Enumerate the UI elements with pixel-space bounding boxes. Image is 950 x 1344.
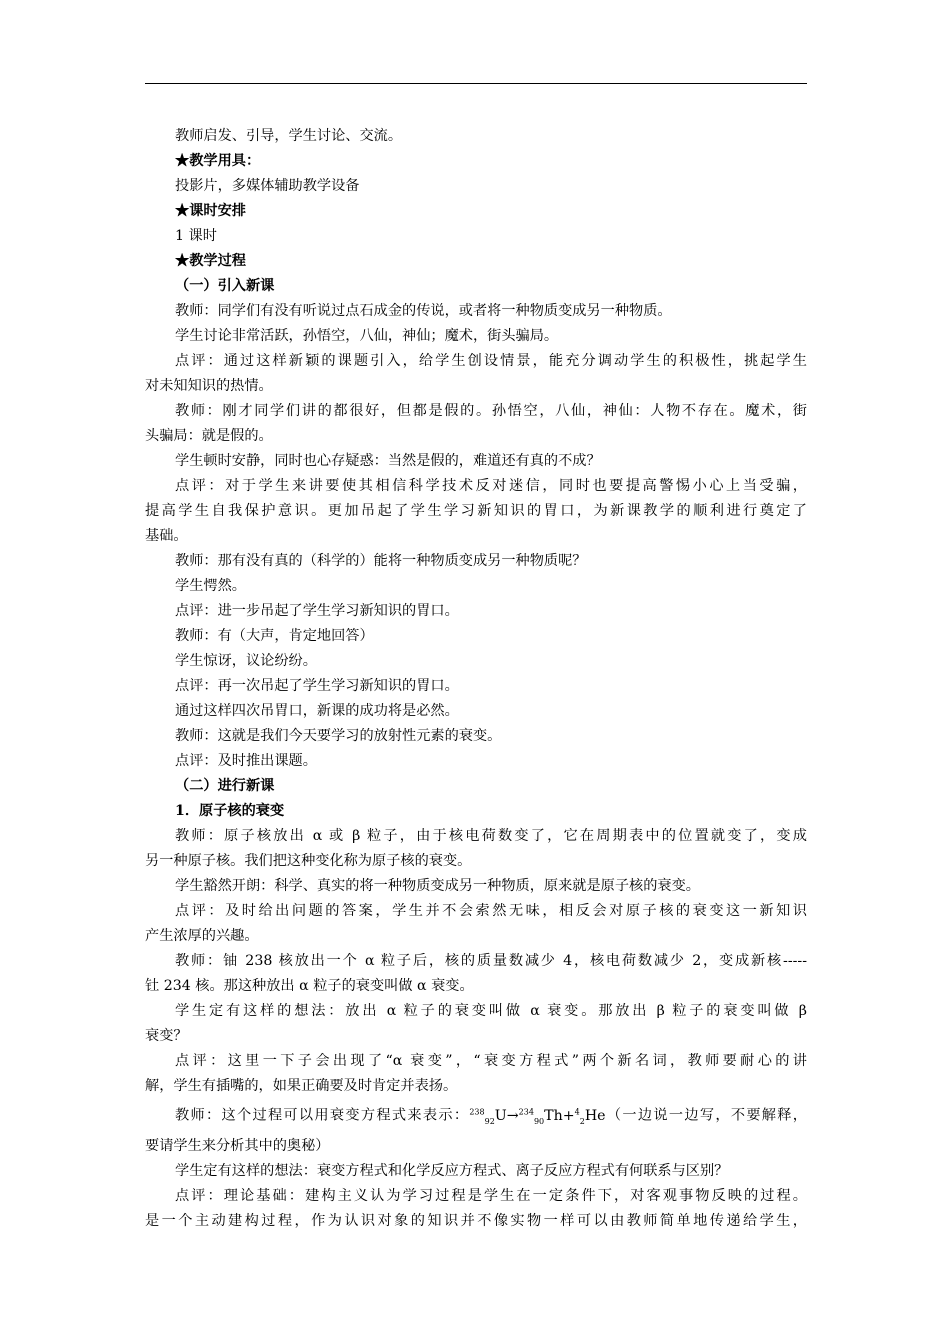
paragraph-line: 学生豁然开朗：科学、真实的将一种物质变成另一种物质，原来就是原子核的衰变。 xyxy=(175,878,700,894)
paragraph-line: 学生讨论非常活跃，孙悟空，八仙，神仙；魔术，街头骗局。 xyxy=(175,328,559,344)
u-charge-number: 92 xyxy=(484,1116,495,1126)
paragraph-line: 学生定有这样的想法：放出 α 粒子的衰变叫做 α 衰变。那放出 β 粒子的衰变叫做 β xyxy=(175,1003,807,1019)
paragraph-line: 解，学生有插嘴的，如果正确要及时肯定并表扬。 xyxy=(145,1078,458,1094)
paragraph-line: 头骗局：就是假的。 xyxy=(145,428,273,444)
paragraph-line: 衰变？ xyxy=(145,1028,188,1044)
paragraph-line: 投影片，多媒体辅助教学设备 xyxy=(175,178,360,194)
paragraph-line: 教师：铀 238 核放出一个 α 粒子后，核的质量数减少 4，核电荷数减少 2，变成新核----- xyxy=(175,953,807,969)
paragraph-line: 教师：原子核放出 α 或 β 粒子，由于核电荷数变了，它在周期表中的位置就变了，变成 xyxy=(175,828,807,844)
paragraph-line: 教师：同学们有没有听说过点石成金的传说，或者将一种物质变成另一种物质。 xyxy=(175,303,672,319)
paragraph-line: 产生浓厚的兴趣。 xyxy=(145,928,259,944)
paragraph-line: 对未知知识的热情。 xyxy=(145,378,273,394)
paragraph-line: 学生顿时安静，同时也心存疑惑：当然是假的，难道还有真的不成？ xyxy=(175,453,601,469)
paragraph-line: 点评：对于学生来讲要使其相信科学技术反对迷信，同时也要提高警惕小心上当受骗， xyxy=(175,478,807,494)
paragraph-line: 点评：及时给出问题的答案，学生并不会索然无味，相反会对原子核的衰变这一新知识 xyxy=(175,903,807,919)
document-body xyxy=(145,124,807,1234)
paragraph-line: 点评：进一步吊起了学生学习新知识的胃口。 xyxy=(175,603,459,619)
subsection-heading: （一）引入新课 xyxy=(175,278,275,294)
equation-prefix: 教师：这个过程可以用衰变方程式来表示： xyxy=(175,1107,470,1124)
paragraph-line: 教师：刚才同学们讲的都很好，但都是假的。孙悟空，八仙，神仙：人物不存在。魔术，街 xyxy=(175,403,807,419)
plus-sign: + xyxy=(562,1107,575,1124)
paragraph-line: 要请学生来分析其中的奥秘） xyxy=(145,1137,330,1154)
paragraph-line: 学生定有这样的想法：衰变方程式和化学反应方程式、离子反应方程式有何联系与区别？ xyxy=(175,1162,729,1179)
th-symbol: Th xyxy=(544,1107,563,1124)
paragraph-line: 教师：那有没有真的（科学的）能将一种物质变成另一种物质呢？ xyxy=(175,553,587,569)
section-heading: ★教学过程 xyxy=(175,253,246,269)
header-rule xyxy=(145,83,807,84)
section-heading: ★教学用具： xyxy=(175,153,261,169)
paragraph-line: 学生惊讶，议论纷纷。 xyxy=(175,653,317,669)
paragraph-line: 点评：这里一下子会出现了“α 衰变”，“衰变方程式”两个新名词，教师要耐心的讲 xyxy=(175,1053,807,1069)
paragraph-line: 1 课时 xyxy=(175,228,217,244)
u-mass-number: 238 xyxy=(469,1107,485,1116)
paragraph-line: 点评：理论基础：建构主义认为学习过程是学生在一定条件下，对客观事物反映的过程。 xyxy=(175,1187,807,1204)
paragraph-line: 教师：有（大声，肯定地回答） xyxy=(175,628,374,644)
paragraph-line: 基础。 xyxy=(145,528,188,544)
paragraph-line: 点评：及时推出课题。 xyxy=(175,753,317,769)
paragraph-line-with-equation xyxy=(145,1099,807,1134)
paragraph-line: 教师：这就是我们今天要学习的放射性元素的衰变。 xyxy=(175,728,502,744)
th-mass-number: 234 xyxy=(518,1107,534,1116)
paragraph-line: 点评：再一次吊起了学生学习新知识的胃口。 xyxy=(175,678,459,694)
paragraph-line: 提高学生自我保护意识。更加吊起了学生学习新知识的胃口，为新课教学的顺利进行奠定了 xyxy=(145,503,807,519)
th-charge-number: 90 xyxy=(533,1116,545,1126)
he-mass-number: 4 xyxy=(574,1107,580,1116)
equation-suffix: （一边说一边写，不要解释， xyxy=(605,1107,807,1124)
arrow: → xyxy=(506,1107,519,1124)
section-heading: ★课时安排 xyxy=(175,203,246,219)
decay-equation xyxy=(469,1108,605,1124)
subsection-heading: 1．原子核的衰变 xyxy=(175,803,285,819)
he-charge-number: 2 xyxy=(579,1116,585,1126)
u-symbol: U xyxy=(494,1107,507,1124)
paragraph-line: 是一个主动建构过程，作为认识对象的知识并不像实物一样可以由教师简单地传递给学生， xyxy=(145,1212,807,1229)
paragraph-line: 钍 234 核。那这种放出 α 粒子的衰变叫做 α 衰变。 xyxy=(145,978,474,994)
he-symbol: He xyxy=(584,1107,606,1124)
paragraph-line: 另一种原子核。我们把这种变化称为原子核的衰变。 xyxy=(145,853,472,869)
paragraph-line: 教师启发、引导，学生讨论、交流。 xyxy=(175,128,403,144)
paragraph-line: 通过这样四次吊胃口，新课的成功将是必然。 xyxy=(175,703,459,719)
paragraph-line: 点评：通过这样新颖的课题引入，给学生创设情景，能充分调动学生的积极性，挑起学生 xyxy=(175,353,807,369)
subsection-heading: （二）进行新课 xyxy=(175,778,275,794)
paragraph-line: 学生愕然。 xyxy=(175,578,246,594)
